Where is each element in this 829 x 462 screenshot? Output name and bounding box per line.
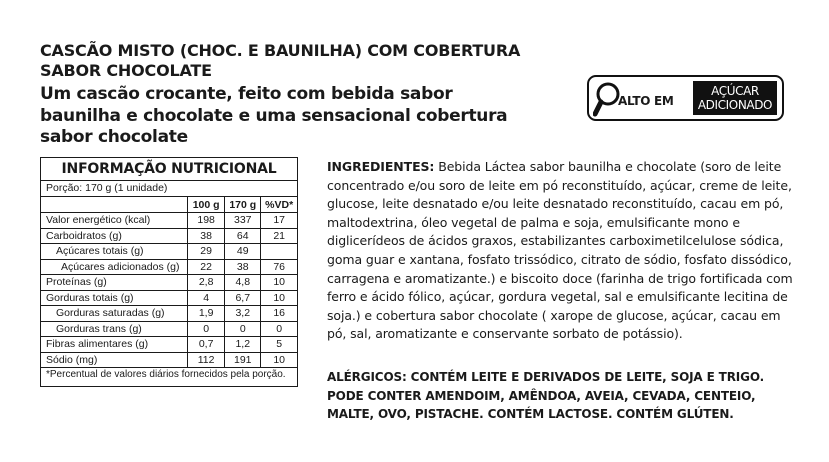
warning-line-2: ADICIONADO [697, 98, 773, 112]
nutrient-value [261, 244, 297, 260]
nutrient-label: Sódio (mg) [41, 352, 188, 368]
nutrient-value: 10 [261, 275, 297, 291]
nutrient-value: 17 [261, 213, 297, 229]
nutrient-value: 0,7 [188, 337, 225, 353]
product-description: Um cascão crocante, feito com bebida sabor baunilha e chocolate e uma sensacional cobertura sabor chocolate [40, 84, 508, 147]
nutrition-portion: Porção: 170 g (1 unidade) [41, 181, 297, 197]
warning-line-1: AÇÚCAR [711, 84, 759, 98]
nutrition-row [41, 228, 297, 244]
nutrient-label: Açúcares totais (g) [41, 244, 188, 260]
nutrition-row [41, 259, 297, 275]
nutrition-rows [41, 213, 297, 368]
nutrition-row [41, 352, 297, 368]
nutrition-row [41, 275, 297, 291]
nutrient-value: 64 [225, 228, 261, 244]
ingredients-label: INGREDIENTES: [327, 159, 435, 174]
nutrient-value: 10 [261, 352, 297, 368]
high-sugar-warning-seal [587, 75, 784, 121]
nutrient-value: 38 [188, 228, 225, 244]
nutrient-value: 191 [225, 352, 261, 368]
nutrition-row [41, 244, 297, 260]
nutrition-row [41, 290, 297, 306]
nutrient-value: 112 [188, 352, 225, 368]
nutrient-value: 198 [188, 213, 225, 229]
nutrient-label: Açúcares adicionados (g) [41, 259, 188, 275]
nutrient-value: 16 [261, 306, 297, 322]
nutrient-value: 4 [188, 290, 225, 306]
nutrient-value: 29 [188, 244, 225, 260]
nutrient-value: 21 [261, 228, 297, 244]
warning-alto-em: ALTO EM [618, 94, 674, 108]
nutrient-label: Carboidratos (g) [41, 228, 188, 244]
nutrient-label: Fibras alimentares (g) [41, 337, 188, 353]
nutrient-label: Gorduras trans (g) [41, 321, 188, 337]
nutrient-value: 0 [188, 321, 225, 337]
nutrient-value: 76 [261, 259, 297, 275]
nutrient-value: 1,9 [188, 306, 225, 322]
nutrition-grid [41, 197, 297, 368]
nutrient-value: 6,7 [225, 290, 261, 306]
nutrition-facts-table [40, 157, 298, 387]
column-header: 170 g [225, 197, 261, 213]
column-header: 100 g [188, 197, 225, 213]
column-header: %VD* [261, 197, 297, 213]
nutrition-header-blank [41, 197, 188, 213]
nutrient-value: 1,2 [225, 337, 261, 353]
nutrient-value: 337 [225, 213, 261, 229]
warning-nutrient-box [693, 81, 777, 115]
nutrition-footnote: *Percentual de valores diários fornecidos pela porção. [46, 369, 286, 380]
nutrient-value: 5 [261, 337, 297, 353]
nutrient-label: Proteínas (g) [41, 275, 188, 291]
nutrient-value: 49 [225, 244, 261, 260]
nutrient-value: 4,8 [225, 275, 261, 291]
nutrient-label: Valor energético (kcal) [41, 213, 188, 229]
nutrition-row [41, 321, 297, 337]
nutrient-value: 10 [261, 290, 297, 306]
nutrient-value: 3,2 [225, 306, 261, 322]
nutrition-row [41, 337, 297, 353]
allergens-statement: ALÉRGICOS: CONTÉM LEITE E DERIVADOS DE LEITE, SOJA E TRIGO. PODE CONTER AMENDOIM, AMÊNDOA, AVEIA, CEVADA, CENTEIO, MALTE, OVO, PISTACHE. CONTÉM LACTOSE. CONTÉM GLÚTEN. [327, 370, 765, 421]
nutrient-value: 0 [225, 321, 261, 337]
nutrition-row [41, 306, 297, 322]
nutrient-value: 38 [225, 259, 261, 275]
ingredients-text: Bebida Láctea sabor baunilha e chocolate (soro de leite concentrado e/ou soro de leite em pó reconstituído, açúcar, creme de leite, glucose, leite desnatado e/ou leite desnatado reconstituído, cacau em pó, maltodextrina, óleo vegetal de palma e soja, emulsificante mono e diglicerídeos de ácidos graxos, estabilizantes carboximetilcelulose sódica, goma guar e xantana, fosfato trissódico, citrato de sódio, fosfato dissódico, carragena e aromatizante.) e biscoito doce (farinha de trigo fortificada com ferro e ácido fólico, açúcar, gordura vegetal, sal e emulsificante lecitina de soja.) e cobertura sabor chocolate ( xarope de glucose, açúcar, cacau em pó, sal, aromatizante e conservante sorbato de potássio). [327, 159, 793, 342]
nutrient-value: 22 [188, 259, 225, 275]
nutrient-label: Gorduras totais (g) [41, 290, 188, 306]
product-title: CASCÃO MISTO (CHOC. E BAUNILHA) COM COBERTURA SABOR CHOCOLATE [40, 41, 521, 80]
nutrient-label: Gorduras saturadas (g) [41, 306, 188, 322]
nutrition-heading: INFORMAÇÃO NUTRICIONAL [41, 158, 297, 181]
nutrient-value: 0 [261, 321, 297, 337]
nutrition-row [41, 213, 297, 229]
ingredients-block [327, 158, 797, 344]
nutrition-header-row [41, 197, 297, 213]
nutrient-value: 2,8 [188, 275, 225, 291]
